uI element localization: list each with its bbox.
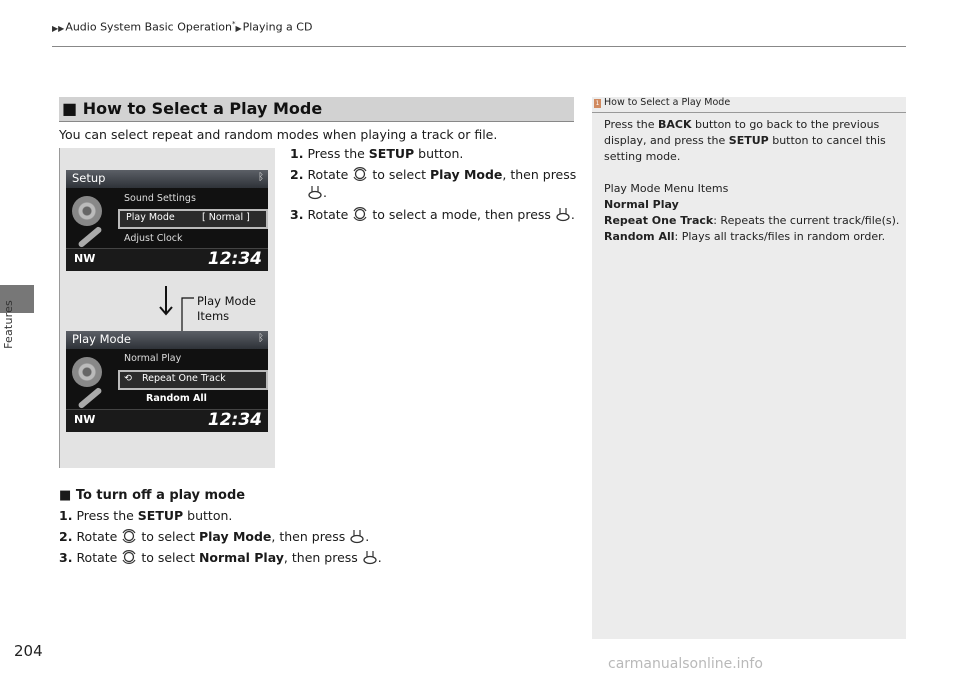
selector-knob-icon (121, 528, 137, 544)
page-number: 204 (14, 642, 43, 660)
sidebar-note-title: How to Select a Play Mode (604, 97, 731, 108)
step-2-continued: . (307, 184, 327, 201)
menu-item: Adjust Clock (124, 233, 183, 244)
compass-readout: NW (74, 413, 96, 426)
clock-readout: 12:34 (207, 410, 262, 430)
disc-icon (72, 357, 102, 387)
square-bullet-icon: ■ (62, 99, 78, 118)
setup-screen-title: Setup (72, 171, 106, 185)
push-knob-icon (362, 549, 378, 565)
selector-knob-icon (352, 206, 368, 222)
note-ref-icon: 1 (595, 100, 600, 107)
section-title: ■ How to Select a Play Mode (62, 99, 323, 118)
step-3: 3. Rotate to select a mode, then press . (290, 207, 575, 222)
disc-icon (72, 196, 102, 226)
sidebar-menu-heading: Play Mode Menu Items (604, 182, 729, 195)
breadcrumb (52, 20, 312, 34)
breadcrumb-arrow-icon: ▶▶ (52, 23, 65, 33)
play-mode-screen-title: Play Mode (72, 332, 131, 346)
breadcrumb-marker: * (231, 20, 236, 28)
menu-item: Random All (146, 393, 207, 404)
down-arrow-icon (156, 286, 176, 316)
sidebar-normal-play: Normal Play (604, 198, 679, 211)
off-step-3: 3. Rotate to select Normal Play, then press . (59, 550, 382, 565)
header-divider (52, 46, 906, 47)
sidebar-random-all: Random All: Plays all tracks/files in random order. (604, 230, 886, 243)
breadcrumb-arrow-icon: ▶ (235, 23, 242, 33)
bluetooth-icon: ᛒ (258, 333, 264, 344)
side-tab-label: Features (2, 300, 15, 349)
breadcrumb-section: Audio System Basic Operation (65, 20, 232, 34)
bluetooth-icon: ᛒ (258, 172, 264, 183)
selected-menu-item: ⟲ Repeat One Track (118, 370, 268, 390)
menu-item: Sound Settings (124, 193, 196, 204)
compass-readout: NW (74, 252, 96, 265)
play-mode-items-callout: Play Mode Items (197, 294, 256, 323)
push-knob-icon (555, 206, 571, 222)
play-mode-screen (66, 331, 268, 431)
sidebar-line: Press the BACK button to go back to the previous (604, 118, 880, 131)
off-step-1: 1. Press the SETUP button. (59, 508, 233, 523)
push-knob-icon (307, 184, 323, 200)
watermark: carmanualsonline.info (608, 656, 763, 672)
setup-screen (66, 170, 268, 270)
sub-heading: ■ To turn off a play mode (59, 488, 246, 503)
sidebar-line: setting mode. (604, 150, 681, 163)
wrench-icon (77, 387, 102, 410)
breadcrumb-page: Playing a CD (242, 20, 313, 34)
square-bullet-icon: ■ (59, 488, 72, 503)
selector-knob-icon (121, 549, 137, 565)
selected-menu-item: Play Mode [ Normal ] (118, 209, 268, 229)
sidebar-note-panel (592, 97, 906, 639)
step-1: 1. Press the SETUP button. (290, 146, 464, 161)
step-2: 2. Rotate to select Play Mode, then press (290, 167, 577, 182)
push-knob-icon (349, 528, 365, 544)
off-step-2: 2. Rotate to select Play Mode, then press . (59, 529, 370, 544)
sidebar-repeat-one: Repeat One Track: Repeats the current track/file(s). (604, 214, 900, 227)
wrench-icon (77, 226, 102, 249)
menu-item: Normal Play (124, 353, 182, 364)
sidebar-line: display, and press the SETUP button to cancel this (604, 134, 886, 147)
selector-knob-icon (352, 166, 368, 182)
clock-readout: 12:34 (207, 249, 262, 269)
intro-text: You can select repeat and random modes when playing a track or file. (59, 127, 498, 142)
repeat-icon: ⟲ (124, 373, 132, 384)
